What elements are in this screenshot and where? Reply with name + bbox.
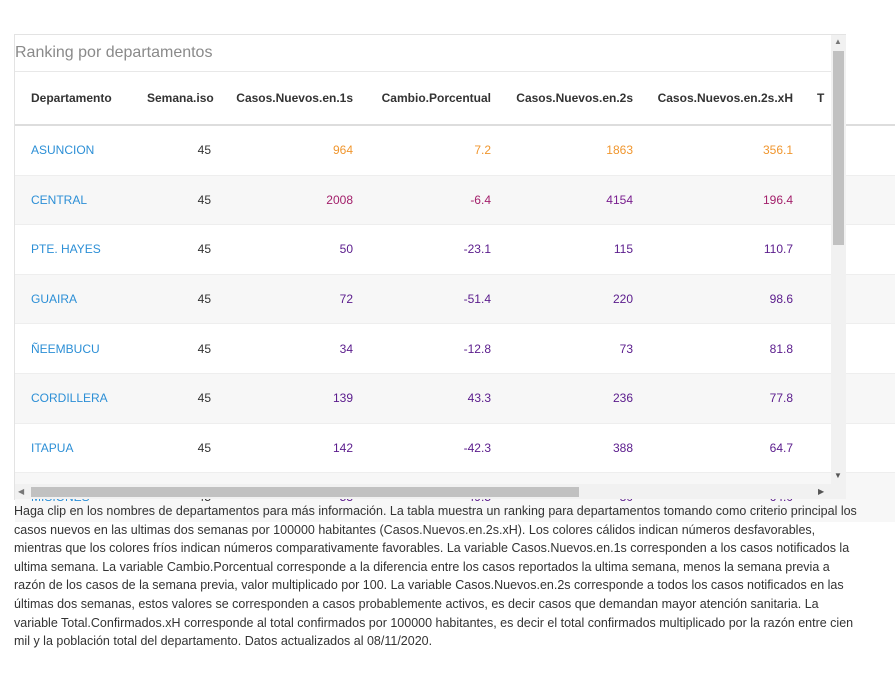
department-link[interactable]: ITAPUA xyxy=(15,423,139,473)
column-header-departamento[interactable]: Departamento xyxy=(15,72,139,125)
cell-semana: 45 xyxy=(139,175,219,225)
table-row xyxy=(15,175,895,225)
ranking-panel xyxy=(14,34,846,500)
cell-casos-1s: 139 xyxy=(219,373,361,423)
column-header-casos-nuevos-2s-xh[interactable]: Casos.Nuevos.en.2s.xH xyxy=(641,72,801,125)
cell-cambio: -51.4 xyxy=(361,274,499,324)
cell-semana: 45 xyxy=(139,324,219,374)
horizontal-scroll-thumb[interactable] xyxy=(31,487,579,497)
department-link[interactable]: ASUNCION xyxy=(15,125,139,175)
cell-casos-2s-xh: 110.7 xyxy=(641,225,801,275)
column-header-total-truncated[interactable]: T xyxy=(801,72,895,125)
cell-casos-1s: 34 xyxy=(219,324,361,374)
cell-total xyxy=(801,225,895,275)
cell-semana: 45 xyxy=(139,423,219,473)
department-link[interactable]: CORDILLERA xyxy=(15,373,139,423)
cell-casos-2s: 4154 xyxy=(499,175,641,225)
arrow-left-icon[interactable]: ◀ xyxy=(18,487,25,496)
table-row xyxy=(15,125,895,175)
cell-casos-2s: 115 xyxy=(499,225,641,275)
cell-casos-2s-xh: 64.7 xyxy=(641,423,801,473)
cell-semana: 45 xyxy=(139,373,219,423)
cell-total xyxy=(801,423,895,473)
cell-casos-1s: 50 xyxy=(219,225,361,275)
cell-total xyxy=(801,373,895,423)
cell-cambio: -12.8 xyxy=(361,324,499,374)
table-viewport[interactable] xyxy=(15,72,831,484)
department-link[interactable]: ÑEEMBUCU xyxy=(15,324,139,374)
panel-title: Ranking por departamentos xyxy=(15,44,213,61)
cell-cambio: -42.3 xyxy=(361,423,499,473)
cell-casos-2s: 236 xyxy=(499,373,641,423)
arrow-down-icon[interactable]: ▼ xyxy=(834,471,842,480)
cell-casos-1s: 2008 xyxy=(219,175,361,225)
scrollbar-corner xyxy=(831,484,846,499)
cell-casos-2s: 1863 xyxy=(499,125,641,175)
table-header-row xyxy=(15,72,895,125)
cell-total xyxy=(801,324,895,374)
column-header-casos-nuevos-2s[interactable]: Casos.Nuevos.en.2s xyxy=(499,72,641,125)
cell-casos-2s: 388 xyxy=(499,423,641,473)
cell-casos-2s-xh: 77.8 xyxy=(641,373,801,423)
table-row xyxy=(15,324,895,374)
cell-cambio: 7.2 xyxy=(361,125,499,175)
cell-semana: 45 xyxy=(139,274,219,324)
cell-casos-1s: 142 xyxy=(219,423,361,473)
department-link[interactable]: PTE. HAYES xyxy=(15,225,139,275)
vertical-scrollbar[interactable] xyxy=(831,35,846,484)
cell-casos-2s: 73 xyxy=(499,324,641,374)
cell-total xyxy=(801,175,895,225)
table-row xyxy=(15,373,895,423)
arrow-up-icon[interactable]: ▲ xyxy=(834,37,842,46)
column-header-cambio-porcentual[interactable]: Cambio.Porcentual xyxy=(361,72,499,125)
horizontal-scrollbar[interactable] xyxy=(15,484,831,499)
cell-casos-2s-xh: 356.1 xyxy=(641,125,801,175)
cell-casos-2s-xh: 81.8 xyxy=(641,324,801,374)
cell-cambio: -6.4 xyxy=(361,175,499,225)
column-header-semana-iso[interactable]: Semana.iso xyxy=(139,72,219,125)
cell-cambio: 43.3 xyxy=(361,373,499,423)
vertical-scroll-thumb[interactable] xyxy=(833,51,844,245)
table-row xyxy=(15,423,895,473)
column-header-casos-nuevos-1s[interactable]: Casos.Nuevos.en.1s xyxy=(219,72,361,125)
table-row xyxy=(15,274,895,324)
arrow-right-icon[interactable]: ▶ xyxy=(818,487,825,496)
cell-casos-2s-xh: 196.4 xyxy=(641,175,801,225)
cell-total xyxy=(801,125,895,175)
table-description: Haga clip en los nombres de departamentos para más información. La tabla muestra un ranking para departamentos tomando como criterio principal los casos nuevos en las ultimas dos semanas por 100000 habitantes (Casos.Nuevos.en.2s.xH). Los colores cálidos indican números desfavorables, mientras que los colores fríos indican números comparativamente favorables. La variable Casos.Nuevos.en.1s corresponden a los casos notificados la ultima semana. La variable Cambio.Porcentual corresponde a la diferencia entre los casos reportados la ultima semana, menos la semana previa a razón de los casos de la semana previa, valor multiplicado por 100. La variable Casos.Nuevos.en.2s corresponde a todos los casos notificados en las últimas dos semanas, estos valores se corresponden a casos probablemente activos, es decir casos que demandan mayor atención sanitaria. La variable Total.Confirmados.xH corresponde al total confirmados por 100000 habitantes, es decir el total confirmados multiplicado por la razón entre cien mil y la población total del departamento. Datos actualizados al 08/11/2020. xyxy=(14,504,857,649)
cell-casos-2s-xh: 98.6 xyxy=(641,274,801,324)
department-link[interactable]: CENTRAL xyxy=(15,175,139,225)
cell-total xyxy=(801,274,895,324)
cell-cambio: -23.1 xyxy=(361,225,499,275)
cell-semana: 45 xyxy=(139,225,219,275)
ranking-table xyxy=(15,72,895,522)
cell-semana: 45 xyxy=(139,125,219,175)
cell-casos-2s: 220 xyxy=(499,274,641,324)
cell-casos-1s: 72 xyxy=(219,274,361,324)
department-link[interactable]: GUAIRA xyxy=(15,274,139,324)
cell-casos-1s: 964 xyxy=(219,125,361,175)
table-row xyxy=(15,225,895,275)
